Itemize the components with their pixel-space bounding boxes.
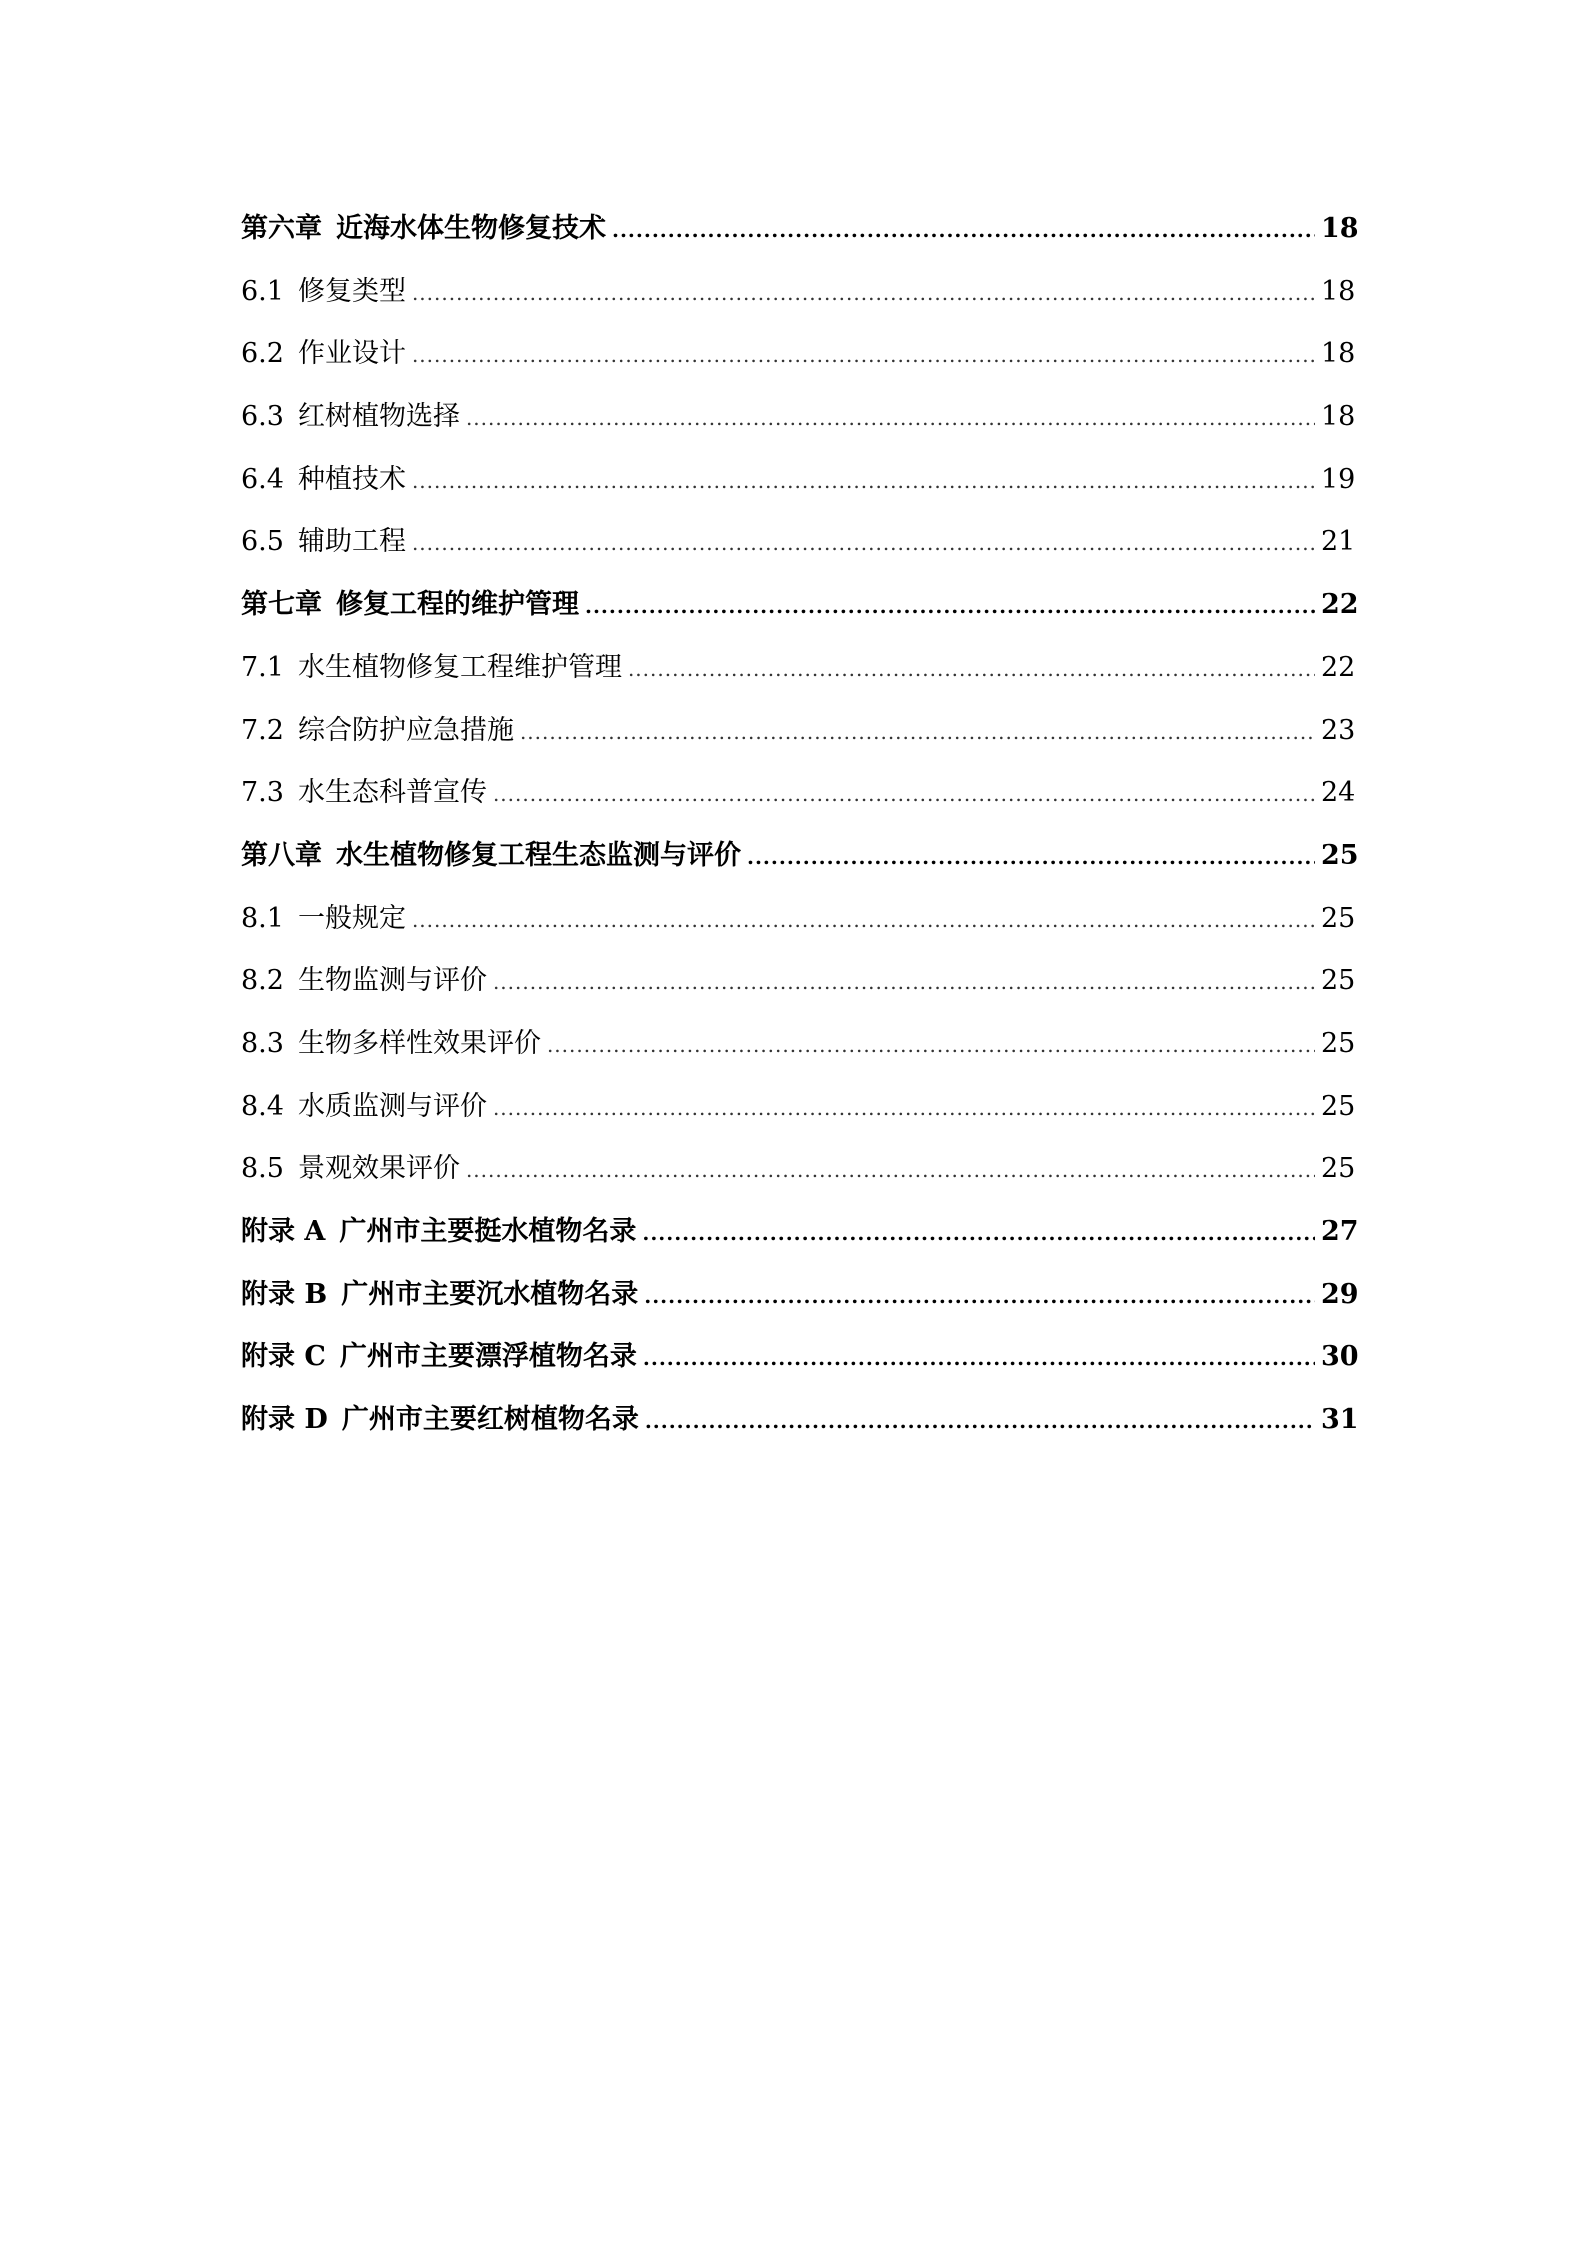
dot-leader: [466, 387, 1315, 450]
toc-entry-title: 种植技术: [297, 463, 406, 495]
dot-leader: [645, 1390, 1315, 1453]
toc-entry-number: 8.1: [241, 902, 284, 934]
dot-leader: [412, 262, 1315, 325]
toc-entry-number: 7.2: [241, 714, 284, 746]
toc-entry-7-1[interactable]: [241, 637, 1355, 700]
toc-entry-7-3[interactable]: [241, 762, 1355, 825]
toc-entry-page: 19: [1321, 463, 1356, 495]
toc-entry-page: 22: [1321, 651, 1356, 683]
toc-entry-chapter-8[interactable]: [241, 825, 1359, 888]
dot-leader: [547, 1014, 1315, 1077]
toc-entry-page: 25: [1321, 1090, 1356, 1122]
toc-entry-number: 6.3: [241, 401, 284, 433]
dot-leader: [520, 701, 1315, 764]
toc-entry-page: 18: [1321, 213, 1359, 244]
toc-entry-title: 一般规定: [297, 902, 406, 934]
toc-entry-title: 广州市主要挺水植物名录: [339, 1216, 637, 1247]
toc-entry-number: 第六章: [241, 213, 322, 244]
dot-leader: [493, 951, 1315, 1014]
toc-entry-number: 6.4: [241, 463, 284, 495]
toc-entry-title: 辅助工程: [297, 526, 406, 558]
toc-entry-appendix-a[interactable]: [241, 1201, 1359, 1264]
toc-entry-page: 25: [1321, 1153, 1356, 1185]
toc-entry-8-4[interactable]: [241, 1076, 1355, 1139]
toc-entry-8-5[interactable]: [241, 1138, 1355, 1201]
toc-entry-6-2[interactable]: [241, 323, 1355, 386]
toc-entry-title: 生物多样性效果评价: [297, 1027, 541, 1059]
toc-entry-title: 水质监测与评价: [297, 1090, 487, 1122]
dot-leader: [493, 763, 1315, 826]
toc-entry-title: 水生态科普宣传: [297, 777, 487, 809]
dot-leader: [412, 324, 1315, 387]
toc-entry-title: 广州市主要红树植物名录: [341, 1404, 639, 1436]
dot-leader: [412, 512, 1315, 575]
toc-entry-6-5[interactable]: [241, 511, 1355, 574]
toc-entry-chapter-6[interactable]: [241, 198, 1359, 261]
toc-entry-page: 27: [1321, 1216, 1359, 1247]
toc-entry-title: 景观效果评价: [297, 1153, 460, 1185]
dot-leader: [585, 575, 1315, 638]
toc-entry-page: 18: [1321, 338, 1356, 370]
toc-entry-title: 作业设计: [297, 338, 406, 370]
dot-leader: [644, 1265, 1315, 1328]
toc-entry-number: 附录 C: [241, 1341, 326, 1373]
toc-entry-number: 附录 A: [241, 1216, 326, 1247]
toc-entry-page: 25: [1321, 902, 1356, 934]
toc-entry-appendix-b[interactable]: [241, 1264, 1359, 1327]
toc-entry-chapter-7[interactable]: [241, 574, 1359, 637]
table-of-contents: [241, 198, 1359, 1452]
dot-leader: [642, 1202, 1315, 1265]
toc-entry-title: 红树植物选择: [297, 401, 460, 433]
toc-entry-7-2[interactable]: [241, 700, 1355, 763]
toc-entry-6-4[interactable]: [241, 449, 1355, 512]
toc-entry-6-3[interactable]: [241, 386, 1355, 449]
dot-leader: [466, 1139, 1315, 1202]
toc-entry-8-3[interactable]: [241, 1013, 1355, 1076]
toc-entry-number: 第八章: [241, 839, 322, 871]
toc-entry-title: 水生植物修复工程维护管理: [297, 651, 622, 683]
toc-entry-number: 7.1: [241, 651, 284, 683]
toc-entry-title: 水生植物修复工程生态监测与评价: [336, 839, 741, 871]
toc-entry-page: 25: [1321, 1027, 1356, 1059]
dot-leader: [643, 1327, 1315, 1390]
toc-entry-appendix-c[interactable]: [241, 1326, 1359, 1389]
toc-entry-page: 24: [1321, 777, 1356, 809]
toc-entry-title: 生物监测与评价: [297, 965, 487, 997]
toc-entry-8-1[interactable]: [241, 888, 1355, 951]
toc-entry-page: 31: [1321, 1404, 1359, 1436]
toc-entry-title: 综合防护应急措施: [297, 714, 514, 746]
toc-entry-number: 8.5: [241, 1153, 284, 1185]
toc-entry-page: 22: [1321, 589, 1359, 621]
toc-entry-title: 修复工程的维护管理: [336, 589, 579, 621]
dot-leader: [412, 889, 1315, 952]
dot-leader: [747, 826, 1315, 889]
toc-entry-page: 25: [1321, 839, 1359, 871]
toc-entry-page: 21: [1321, 526, 1356, 558]
toc-entry-number: 第七章: [241, 589, 322, 621]
toc-entry-number: 8.2: [241, 965, 284, 997]
dot-leader: [493, 1077, 1315, 1140]
toc-entry-title: 广州市主要沉水植物名录: [341, 1278, 639, 1310]
toc-entry-page: 29: [1321, 1278, 1359, 1310]
toc-entry-number: 8.3: [241, 1027, 284, 1059]
toc-entry-number: 附录 D: [241, 1404, 328, 1436]
toc-entry-number: 6.2: [241, 338, 284, 370]
toc-entry-number: 6.1: [241, 275, 284, 307]
toc-entry-page: 25: [1321, 965, 1356, 997]
toc-entry-appendix-d[interactable]: [241, 1389, 1359, 1452]
toc-entry-number: 附录 B: [241, 1278, 328, 1310]
toc-entry-page: 23: [1321, 714, 1356, 746]
toc-entry-8-2[interactable]: [241, 950, 1355, 1013]
toc-entry-6-1[interactable]: [241, 261, 1355, 324]
toc-entry-title: 广州市主要漂浮植物名录: [339, 1341, 637, 1373]
toc-entry-title: 修复类型: [297, 275, 406, 307]
toc-entry-number: 7.3: [241, 777, 284, 809]
toc-entry-number: 6.5: [241, 526, 284, 558]
dot-leader: [412, 450, 1315, 513]
toc-entry-page: 30: [1321, 1341, 1359, 1373]
toc-entry-title: 近海水体生物修复技术: [336, 213, 606, 244]
toc-entry-page: 18: [1321, 275, 1356, 307]
toc-entry-page: 18: [1321, 401, 1356, 433]
dot-leader: [612, 199, 1315, 262]
dot-leader: [628, 638, 1315, 701]
toc-entry-number: 8.4: [241, 1090, 284, 1122]
